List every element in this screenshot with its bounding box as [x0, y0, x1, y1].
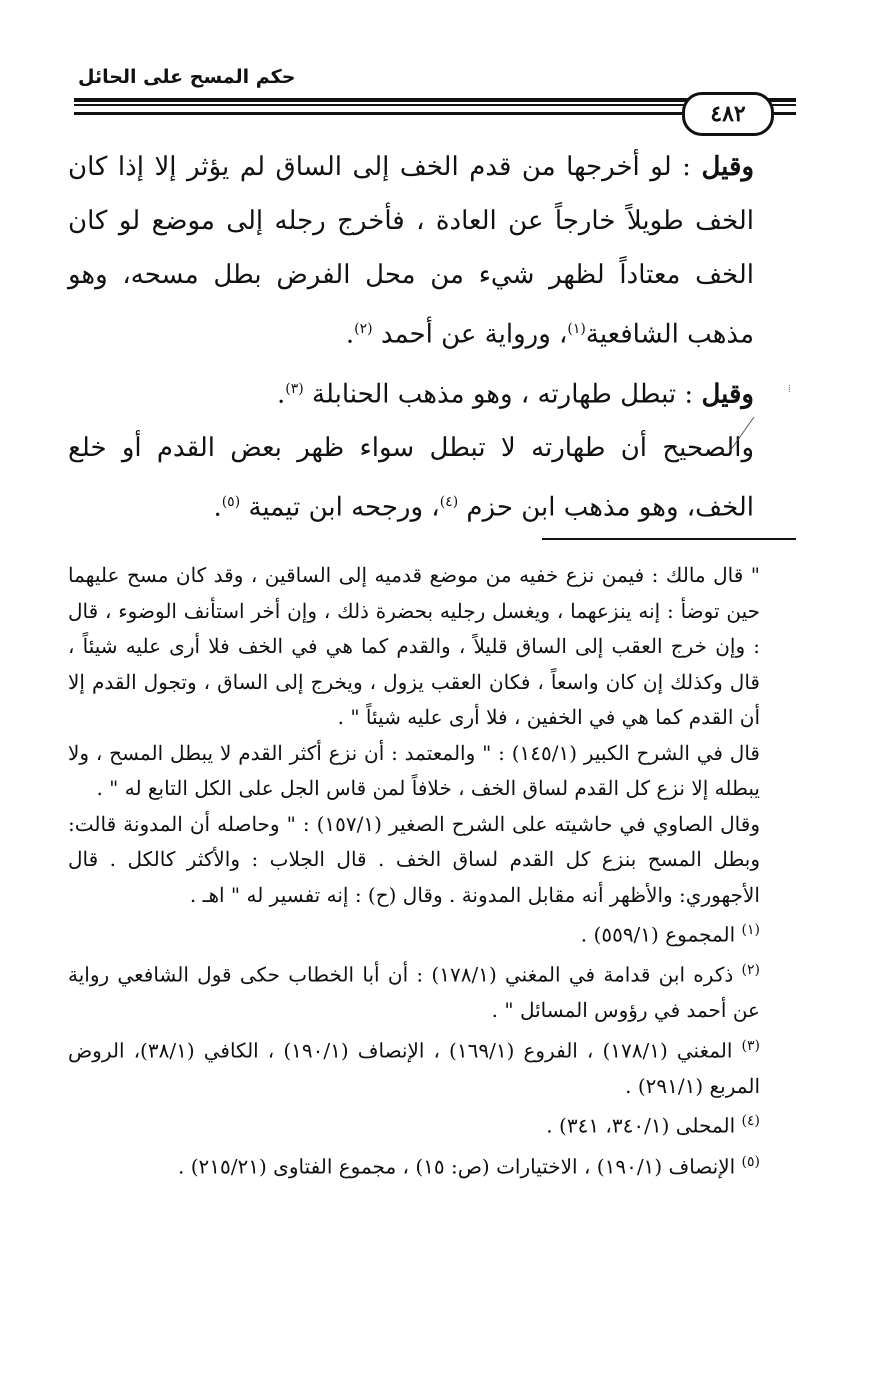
paragraph-text: : تبطل طهارته ، وهو مذهب الحنابلة: [312, 379, 694, 410]
footnote-ref-2: (٢): [354, 321, 373, 337]
footnote-2-number: (٢): [741, 962, 760, 979]
paragraph-text: : لو أخرجها من قدم الخف إلى الساق لم يؤثر إلا إذا كان الخف طويلاً خارجاً عن العادة ، فأخرج رجله إلى موضع لو كان الخف معتاداً لظهر شيء من محل الفرض بطل مسحه، وهو مذهب الشافعية: [68, 152, 754, 350]
paragraph-text: والصحيح أن طهارته لا تبطل سواء ظهر بعض القدم أو خلع الخف، وهو مذهب ابن حزم: [68, 433, 754, 523]
note-sawi: وقال الصاوي في حاشيته على الشرح الصغير (١٥٧/١) : " وحاصله أن المدونة قالت: وبطل المسح بنزع كل القدم لساق الخف . قال الجلاب : والأكثر كالكل . قال الأجهوري: والأظهر أنه مقابل المدونة . وقال (ح) : إنه تفسير له " اهـ .: [68, 811, 760, 907]
footnote-separator: [542, 538, 796, 540]
scan-mark-icon: [726, 415, 756, 455]
footnote-1: [68, 913, 798, 953]
footnote-1-text: المجموع (٥٥٩/١) .: [580, 922, 736, 947]
main-text: [68, 140, 798, 535]
paragraph-text-continued: ، ورجحه ابن تيمية: [248, 492, 440, 523]
footnote-3-number: (٣): [741, 1037, 760, 1054]
footnote-ref-3: (٣): [285, 380, 304, 397]
footnote-ref-4: (٤): [439, 494, 459, 511]
paragraph-end: .: [345, 319, 355, 350]
footnote-4: [68, 1104, 798, 1144]
paragraph-end: .: [213, 492, 222, 523]
footnote-ref-5: (٥): [221, 494, 241, 511]
paragraph-end: .: [277, 379, 286, 410]
footnote-4-number: (٤): [741, 1113, 760, 1130]
footnote-5-text: الإنصاف (١٩٠/١) ، الاختيارات (ص: ١٥) ، مجموع الفتاوى (٢١٥/٢١) .: [178, 1154, 736, 1179]
page-number: ٤٨٢: [682, 92, 774, 136]
scan-speck-icon: ⁞: [788, 384, 791, 395]
footnote-5: [68, 1145, 798, 1185]
note-sharh-kabir: قال في الشرح الكبير (١٤٥/١) : " والمعتمد : أن نزع أكثر القدم لا يبطل المسح ، ولا يبطله إلا نزع كل القدم لساق الخف ، خلافاً لمن قاس الجل على الكل التابع له " .: [68, 740, 760, 800]
footnote-1-number: (١): [741, 922, 760, 938]
running-header-title: حكم المسح على الحائل: [78, 66, 296, 88]
footnote-ref-1: (١): [567, 321, 586, 337]
footnote-5-number: (٥): [741, 1153, 760, 1170]
main-paragraph-1: [68, 140, 798, 362]
main-paragraph-3: [68, 421, 798, 535]
footnote-4-text: المحلى (٣٤٠/١، ٣٤١) .: [546, 1114, 736, 1139]
note-malik: " قال مالك : فيمن نزع خفيه من موضع قدميه إلى الساقين ، وقد كان مسح عليهما حين توضأ : إنه ينزعهما ، ويغسل رجليه بحضرة ذلك ، وإن أخر استأنف الوضوء ، قال : وإن خرج العقب إلى الساق قليلاً ، والقدم كما هي في الخف فلا أرى عليه شيئاً ، قال وكذلك إن كان واسعاً ، فكان العقب يزول ، ويخرج إلى الساق ، وتجول القدم إلا أن القدم كما هي في الخفين ، فلا أرى عليه شيئاً " .: [68, 563, 760, 729]
footnote-3-text: المغني (١٧٨/١) ، الفروع (١٦٩/١) ، الإنصاف (١٩٠/١) ، الكافي (٣٨/١)، الروض المربع (٢٩١/١) .: [68, 1038, 760, 1098]
paragraph-lead: وقيل: [701, 152, 755, 182]
footnote-2-text: ذكره ابن قدامة في المغني (١٧٨/١) : أن أبا الخطاب حكى قول الشافعي رواية عن أحمد في رؤوس المسائل " .: [68, 962, 760, 1023]
paragraph-lead: وقيل: [701, 379, 754, 410]
footnotes: [68, 558, 798, 1185]
footnote-3: [68, 1029, 798, 1105]
paragraph-text-continued: ، ورواية عن أحمد: [380, 319, 568, 350]
main-paragraph-2: [68, 362, 798, 422]
footnote-2: [68, 953, 798, 1029]
